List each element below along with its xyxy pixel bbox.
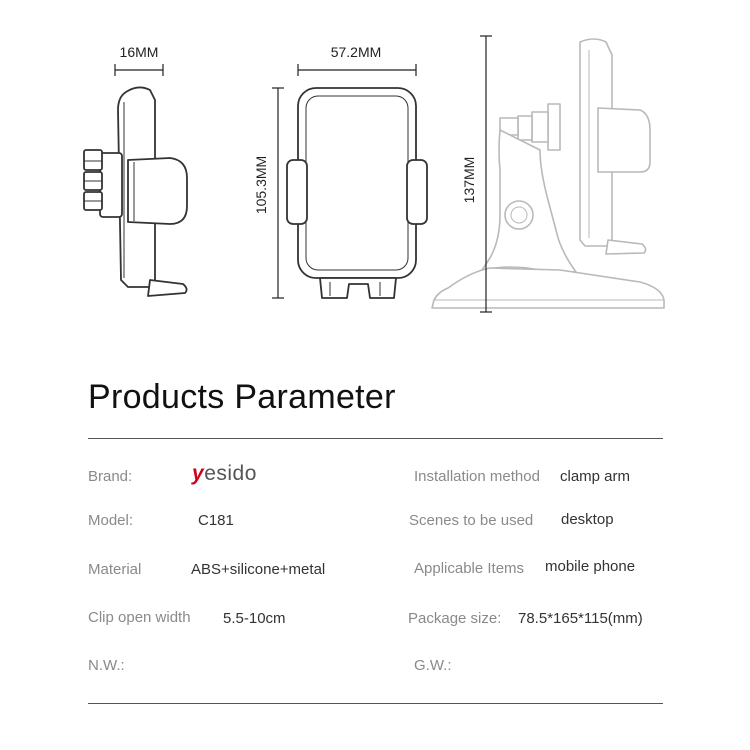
param-label-clip-open-width: Clip open width [88, 609, 191, 626]
dimension-front-height [272, 88, 284, 298]
param-value-installation-method: clamp arm [560, 468, 631, 485]
param-value-material: ABS+silicone+metal [191, 561, 326, 578]
param-value-package-size: 78.5*165*115(mm) [518, 610, 643, 627]
param-value-applicable-items: mobile phone [545, 558, 636, 575]
param-label-material: Material [88, 561, 142, 578]
param-label-brand: Brand: [88, 468, 133, 485]
section-title: Products Parameter [88, 378, 396, 416]
param-value-clip-open-width: 5.5-10cm [223, 610, 286, 627]
param-label-scenes: Scenes to be used [409, 512, 534, 529]
bottom-divider [88, 703, 663, 704]
dimension-side-width [115, 64, 163, 76]
dimension-side-width-label: 16MM [119, 44, 159, 60]
brand-logo: yesido [192, 462, 257, 485]
front-view-drawing [287, 88, 427, 298]
param-label-gross-weight: G.W.: [414, 657, 452, 674]
dimension-front-height-label: 105.3MM [253, 155, 269, 215]
param-label-applicable-items: Applicable Items [414, 560, 525, 577]
param-value-model: C181 [198, 512, 234, 529]
param-label-installation-method: Installation method [414, 468, 540, 485]
dimension-front-width-label: 57.2MM [330, 44, 382, 60]
param-label-net-weight: N.W.: [88, 657, 125, 674]
param-label-package-size: Package size: [408, 610, 502, 627]
param-value-scenes: desktop [561, 511, 614, 528]
side-view-drawing [84, 87, 187, 296]
param-label-model: Model: [88, 512, 134, 529]
dimension-front-width [298, 64, 416, 76]
top-divider [88, 438, 663, 439]
dimension-total-height-label: 137MM [461, 156, 477, 204]
product-dimension-diagram [0, 0, 750, 340]
